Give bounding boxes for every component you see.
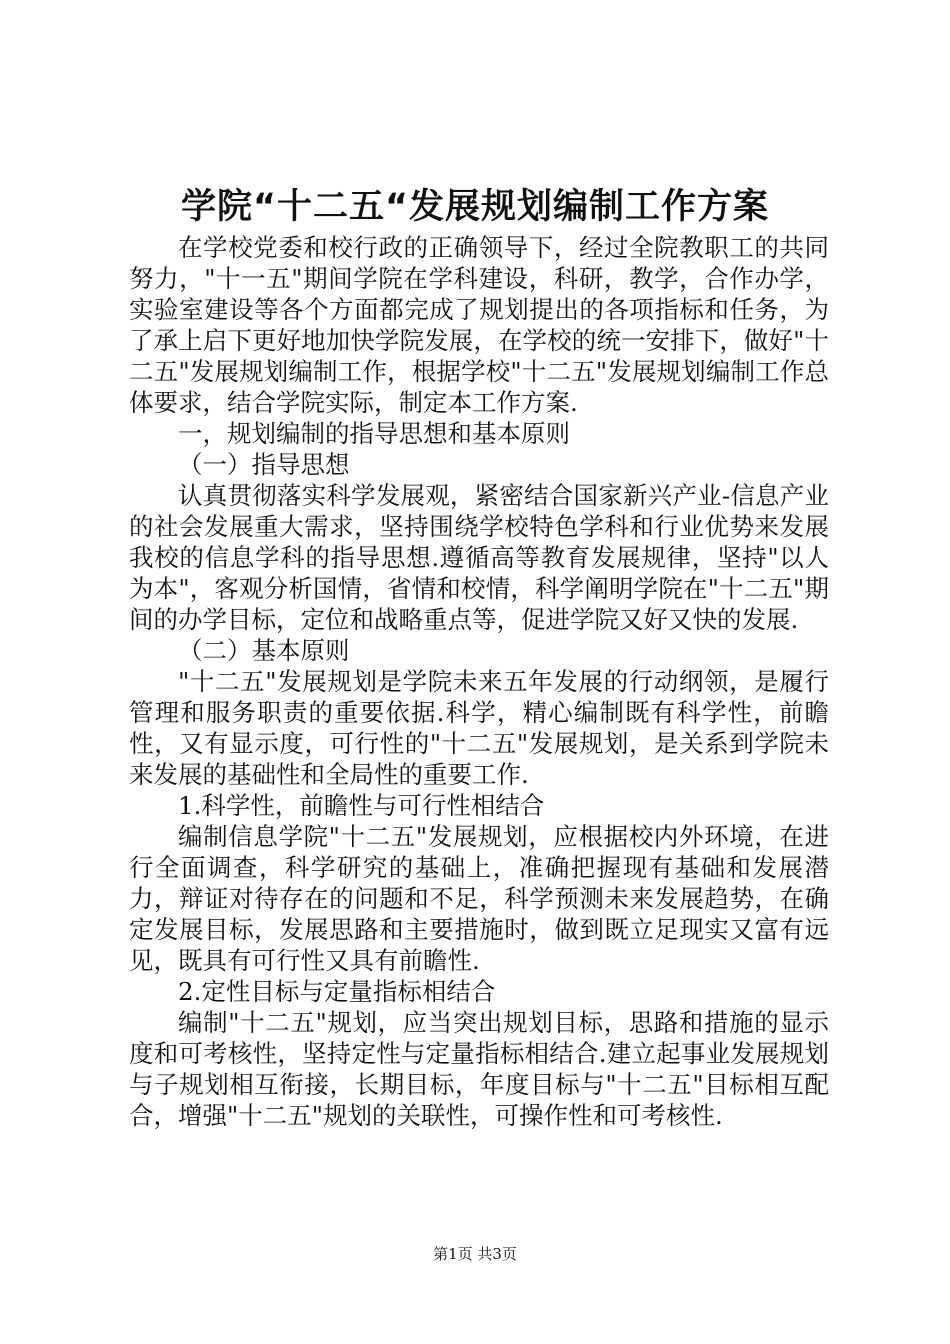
principle-heading-2: 2.定性目标与定量指标相结合 — [178, 977, 496, 1006]
document-title: 学院“十二五“发展规划编制工作方案 — [180, 187, 769, 227]
principle-heading-1: 1.科学性，前瞻性与可行性相结合 — [178, 791, 545, 820]
section-heading-1: 一，规划编制的指导思想和基本原则 — [178, 419, 570, 448]
subsection-heading-guiding-thought: （一）指导思想 — [178, 450, 350, 479]
intro-paragraph: 在学校党委和校行政的正确领导下，经过全院教职工的共同努力，"十一五"期间学院在学科建设，科研，教学，合作办学，实验室建设等各个方面都完成了规划提出的各项指标和任务，为了承上启下更好地加快学院发展，在学校的统一安排下，做好"十二五"发展规划编制工作，根据学校"十二五"发展规划编制工作总体要求，结合学院实际，制定本工作方案. — [129, 233, 829, 417]
subsection-heading-basic-principles: （二）基本原则 — [178, 636, 350, 665]
document-body — [129, 232, 829, 1131]
principle-1-paragraph: 编制信息学院"十二五"发展规划，应根据校内外环境，在进行全面调查，科学研究的基础上，准确把握现有基础和发展潜力，辩证对待存在的问题和不足，科学预测未来发展趋势，在确定发展目标，发展思路和主要措施时，做到既立足现实又富有远见，既具有可行性又具有前瞻性. — [129, 822, 829, 975]
basic-principles-paragraph: "十二五"发展规划是学院未来五年发展的行动纲领，是履行管理和服务职责的重要依据.科学，精心编制既有科学性，前瞻性，又有显示度，可行性的"十二五"发展规划，是关系到学院未来发展的基础性和全局性的重要工作. — [129, 667, 829, 789]
guiding-thought-paragraph: 认真贯彻落实科学发展观，紧密结合国家新兴产业-信息产业的社会发展重大需求，坚持围绕学校特色学科和行业优势来发展我校的信息学科的指导思想.遵循高等教育发展规律，坚持"以人为本"，客观分析国情，省情和校情，科学阐明学院在"十二五"期间的办学目标，定位和战略重点等，促进学院又好又快的发展. — [129, 481, 829, 634]
page-footer: 第1页 共3页 — [433, 1245, 517, 1263]
principle-2-paragraph: 编制"十二五"规划，应当突出规划目标，思路和措施的显示度和可考核性，坚持定性与定量指标相结合.建立起事业发展规划与子规划相互衔接，长期目标，年度目标与"十二五"目标相互配合，增强"十二五"规划的关联性，可操作性和可考核性. — [129, 1008, 829, 1130]
